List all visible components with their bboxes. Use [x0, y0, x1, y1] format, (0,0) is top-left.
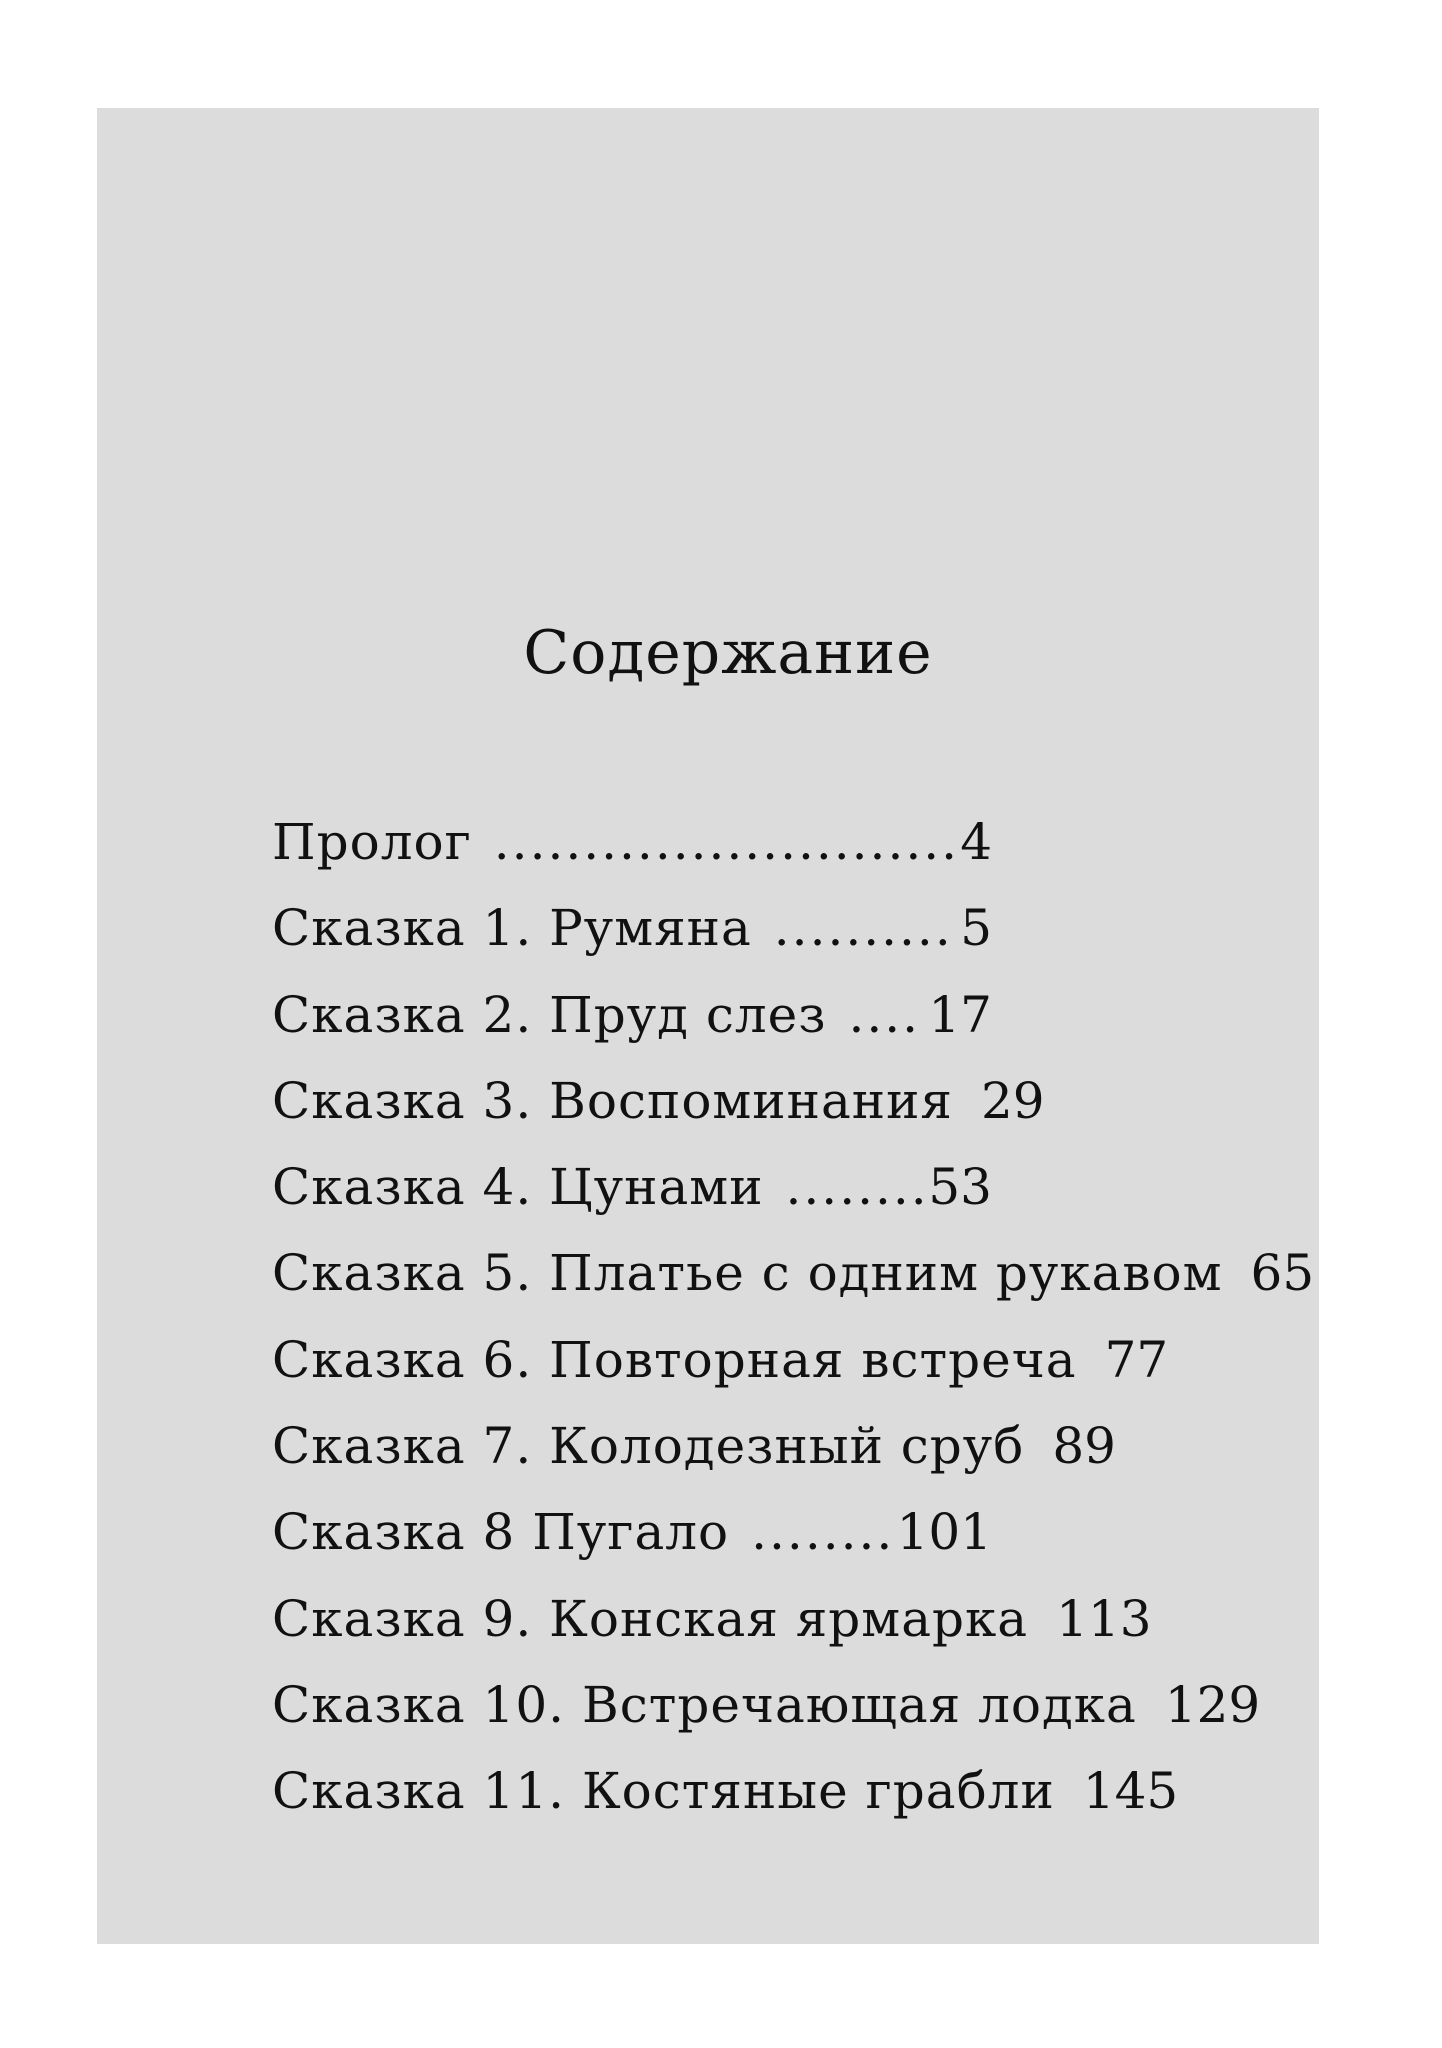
toc-entry: [272, 1417, 1116, 1503]
toc-entry: [272, 899, 992, 985]
toc-entry-page: 5: [960, 899, 992, 958]
toc-entry-label: Сказка 10. Встречающая лодка: [272, 1675, 1137, 1734]
toc-entry-label: Сказка 8 Пугало: [272, 1503, 730, 1562]
toc-entry-page: 129: [1164, 1675, 1261, 1734]
toc-leader-dots: [494, 813, 954, 871]
toc-entry-page: 101: [896, 1503, 992, 1562]
toc-entry-page: 77: [1104, 1330, 1169, 1389]
toc-entry-page: 65: [1250, 1244, 1315, 1303]
toc-entry-page: 145: [1082, 1762, 1179, 1821]
toc-leader-dots: [751, 1503, 890, 1561]
toc-entry-label: Пролог: [272, 813, 472, 871]
toc-entry-page: 29: [980, 1071, 1045, 1130]
toc-entry: [272, 1503, 992, 1589]
toc-leader-dots: [774, 899, 954, 957]
toc-entry-page: 17: [928, 985, 992, 1044]
toc-entry-label: Сказка 2. Пруд слез: [272, 985, 827, 1044]
toc-entry: [272, 1675, 1261, 1762]
toc-entry: [272, 1589, 1152, 1676]
toc-entry-label: Сказка 6. Повторная встреча: [272, 1330, 1077, 1389]
toc-entry: [272, 1762, 1179, 1848]
toc-entry-label: Сказка 9. Конская ярмарка: [272, 1589, 1029, 1648]
toc-entry: [272, 1071, 1045, 1158]
toc-entry: [272, 1330, 1169, 1417]
toc-entry-label: Сказка 11. Костяные грабли: [272, 1762, 1055, 1821]
table-of-contents: [272, 813, 1315, 1849]
toc-entry-label: Сказка 5. Платье с одним рукавом: [272, 1244, 1223, 1303]
toc-entry-label: Сказка 1. Румяна: [272, 899, 752, 958]
toc-entry: [272, 986, 992, 1072]
toc-entry: [272, 1158, 992, 1244]
toc-entry-page: 4: [960, 813, 992, 871]
toc-entry-label: Сказка 3. Воспоминания: [272, 1071, 953, 1130]
toc-entry: [272, 813, 992, 899]
toc-leader-dots: [848, 986, 922, 1044]
toc-entry-label: Сказка 7. Колодезный сруб: [272, 1417, 1025, 1476]
book-page: [97, 108, 1319, 1944]
toc-entry: [272, 1244, 1315, 1330]
toc-entry-label: Сказка 4. Цунами: [272, 1158, 764, 1217]
toc-entry-page: 89: [1052, 1417, 1116, 1476]
toc-leader-dots: [786, 1158, 923, 1216]
toc-entry-page: 113: [1056, 1589, 1152, 1648]
page-title: Содержание: [523, 618, 933, 688]
toc-entry-page: 53: [928, 1158, 992, 1217]
